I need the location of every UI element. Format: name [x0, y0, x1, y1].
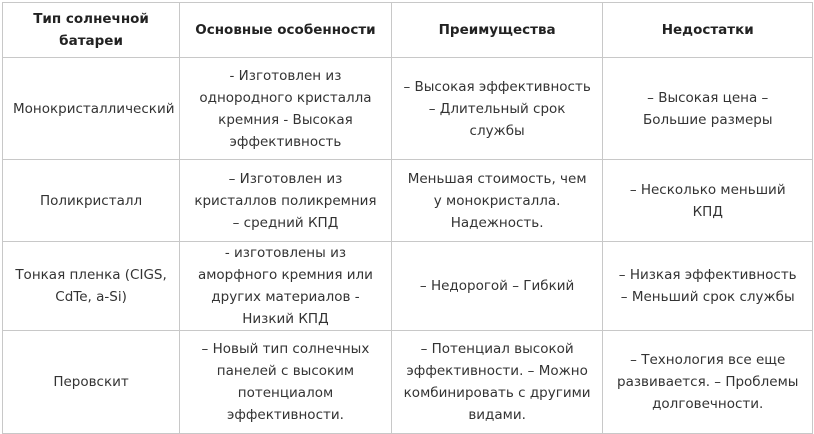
cell-advantages: – Потенциал высокой эффективности. – Можно комбинировать с другими видами.	[391, 331, 603, 434]
cell-features: - Изготовлен из однородного кристалла кремния - Высокая эффективность	[180, 58, 392, 160]
cell-disadvantages: – Низкая эффективность – Меньший срок службы	[603, 242, 813, 331]
cell-advantages: – Недорогой – Гибкий	[391, 242, 603, 331]
cell-type: Перовскит	[3, 331, 180, 434]
cell-type: Тонкая пленка (CIGS, CdTe, a-Si)	[3, 242, 180, 331]
cell-features: – Новый тип солнечных панелей с высоким потенциалом эффективности.	[180, 331, 392, 434]
cell-disadvantages: – Технология все еще развивается. – Проблемы долговечности.	[603, 331, 813, 434]
solar-panel-comparison-table	[2, 2, 813, 434]
table-row	[3, 242, 813, 331]
header-disadvantages: Недостатки	[603, 3, 813, 58]
cell-type: Монокристаллический	[3, 58, 180, 160]
header-panel-type: Тип солнечной батареи	[3, 3, 180, 58]
cell-disadvantages: – Высокая цена – Большие размеры	[603, 58, 813, 160]
table-row	[3, 331, 813, 434]
table-header-row	[3, 3, 813, 58]
cell-features: - изготовлены из аморфного кремния или других материалов - Низкий КПД	[180, 242, 392, 331]
cell-features: – Изготовлен из кристаллов поликремния – средний КПД	[180, 160, 392, 242]
header-features: Основные особенности	[180, 3, 392, 58]
header-advantages: Преимущества	[391, 3, 603, 58]
cell-advantages: Меньшая стоимость, чем у монокристалла. Надежность.	[391, 160, 603, 242]
cell-type: Поликристалл	[3, 160, 180, 242]
table-row	[3, 160, 813, 242]
cell-advantages: – Высокая эффективность – Длительный срок службы	[391, 58, 603, 160]
cell-disadvantages: – Несколько меньший КПД	[603, 160, 813, 242]
table-row	[3, 58, 813, 160]
